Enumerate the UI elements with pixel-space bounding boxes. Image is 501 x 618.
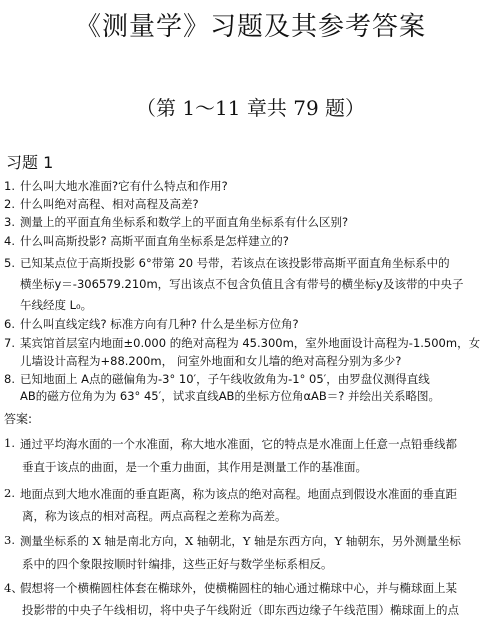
answer-text: 系中的四个象限按顺时针编排，这些正好与数学坐标系相反。: [22, 557, 333, 571]
question-number: 5.: [4, 256, 15, 270]
answer-text: 投影带的中央子午线相切，将中央子午线附近（即东西边缘子午线范围）椭球面上的点: [22, 603, 459, 617]
answer-text: 地面点到大地水准面的垂直距离，称为该点的绝对高程。地面点到假设水准面的垂直距: [20, 487, 457, 501]
question-text: 某宾馆首层室内地面±0.000 的绝对高程为 45.300m，室外地面设计高程为-1.500m，女: [20, 336, 481, 350]
question-text: 横坐标y＝-306579.210m，写出该点不包含负值且含有带号的横坐标y及该带的中央子: [20, 277, 464, 291]
question-number: 4.: [4, 234, 15, 248]
question-text: 午线经度 L₀。: [20, 298, 93, 312]
question-text: 什么叫高斯投影? 高斯平面直角坐标系是怎样建立的?: [20, 234, 289, 248]
answer-text: 垂直于该点的曲面，是一个重力曲面，其作用是测量工作的基准面。: [22, 460, 367, 474]
answers-heading: 答案:: [4, 412, 33, 426]
question-number: 8.: [4, 372, 15, 386]
question-text: 已知某点位于高斯投影 6°带第 20 号带，若该点在该投影带高斯平面直角坐标系中的: [20, 256, 450, 270]
question-number: 7.: [4, 336, 15, 350]
question-number: 2.: [4, 197, 15, 211]
question-number: 3.: [4, 215, 15, 229]
question-text: 什么叫直线定线? 标准方向有几种? 什么是坐标方位角?: [20, 317, 299, 331]
document-subtitle: （第 1～11 章共 79 题）: [135, 96, 366, 120]
answer-number: 1.: [4, 436, 15, 450]
question-number: 6.: [4, 317, 15, 331]
answer-text: 离，称为该点的相对高程。两点高程之差称为高差。: [22, 509, 287, 523]
answer-text: 假想将一个横椭圆柱体套在椭球外，使横椭圆柱的轴心通过椭球中心，并与椭球面上某: [20, 581, 457, 595]
answer-number: 3.: [4, 533, 15, 547]
question-text: 测量上的平面直角坐标系和数学上的平面直角坐标系有什么区别?: [20, 215, 349, 229]
question-text: 已知地面上 A点的磁偏角为-3° 10′，子午线收敛角为-1° 05′，由罗盘仪测得直线: [20, 372, 430, 386]
question-number: 1.: [4, 179, 15, 193]
question-text: 什么叫绝对高程、相对高程及高差?: [20, 197, 199, 211]
answer-text: 通过平均海水面的一个水准面，称大地水准面，它的特点是水准面上任意一点铅垂线都: [20, 437, 457, 451]
question-text: 什么叫大地水准面?它有什么特点和作用?: [20, 179, 228, 193]
section-heading: 习题 1: [6, 153, 54, 172]
document-title: 《测量学》习题及其参考答案: [74, 12, 426, 42]
question-text: AB的磁方位角为为 63° 45′，试求直线AB的坐标方位角αAB＝? 并绘出关系略图。: [20, 389, 441, 403]
question-text: 儿墙设计高程为+88.200m， 问室外地面和女儿墙的绝对高程分别为多少?: [20, 354, 402, 368]
answer-text: 测量坐标系的 X 轴是南北方向，X 轴朝北，Y 轴是东西方向，Y 轴朝东，另外测量坐标: [20, 534, 461, 548]
answer-number: 4、: [4, 581, 23, 595]
answer-number: 2.: [4, 486, 15, 500]
